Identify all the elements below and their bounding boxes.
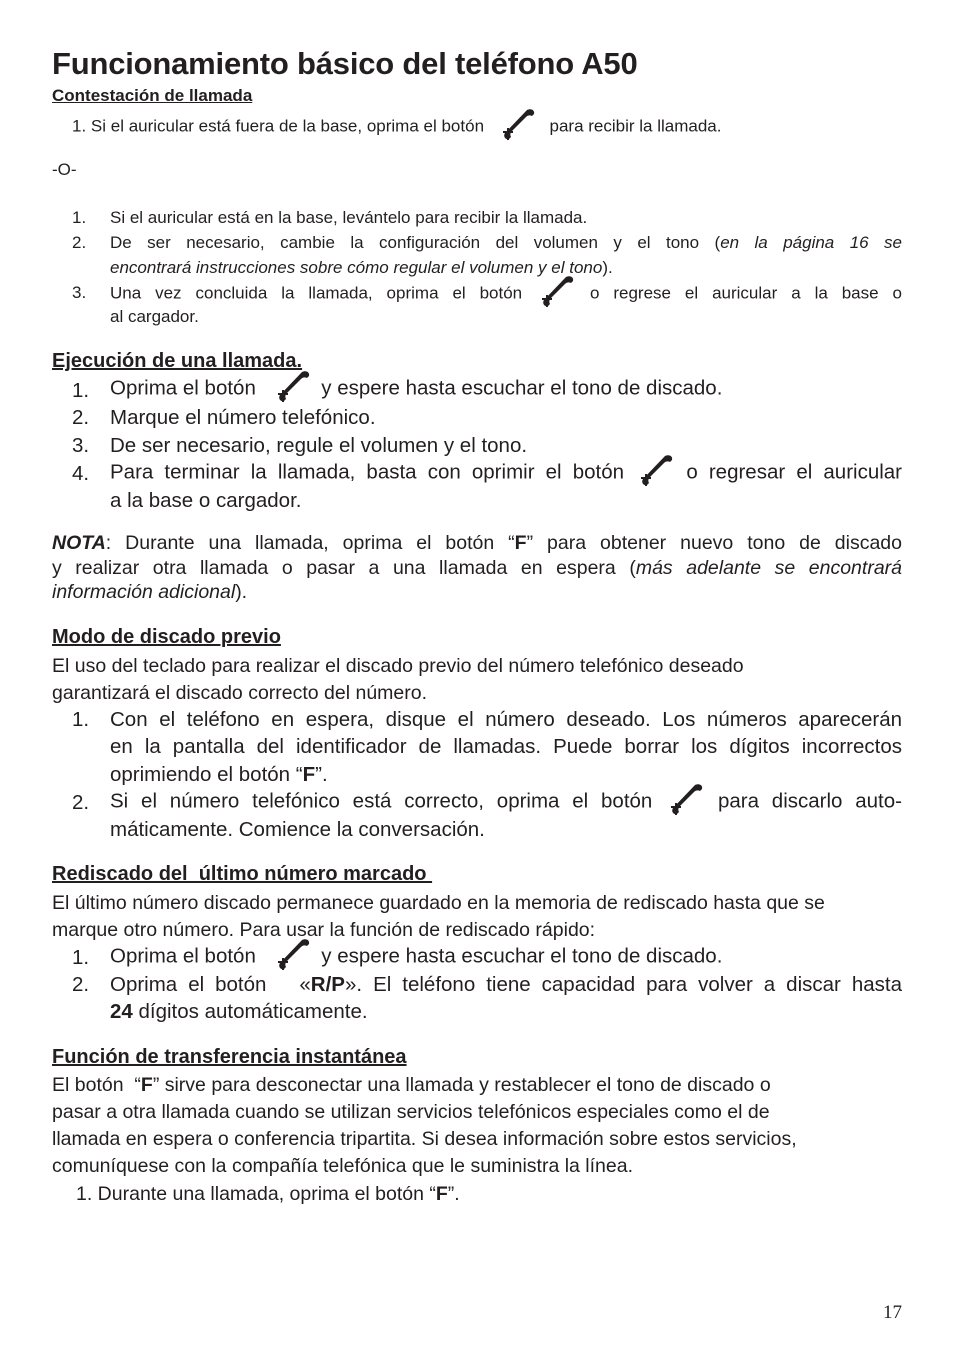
list-item: Marque el número telefónico. [110,406,376,429]
list-item [110,456,902,490]
list-item: De ser necesario, regule el volumen y el tono. [110,434,528,457]
paragraph: llamada en espera o conferencia tripartita. Si desea información sobre estos servicios, [52,1128,797,1150]
list-item-text: ). [602,258,613,277]
paragraph: garantizará el discado correcto del número. [52,682,428,704]
or-separator: -O- [52,160,77,179]
list-item [110,785,902,819]
list-item-text: oprimiendo el botón “ [110,763,303,786]
list-number: 2. [72,973,90,996]
note-label: NOTA [52,532,106,554]
phone-talk-icon [272,368,312,402]
list-item-text: y espere hasta escuchar el tono de discado. [321,376,723,400]
list-number: 3. [72,434,90,457]
list-number: 2. [72,406,90,429]
answer-item-1-text: 1. Si el auricular está fuera de la base, oprima el botón [72,116,485,136]
flash-item-1 [76,1183,460,1206]
note-line-1 [52,532,902,555]
note-text: y realizar otra llamada o pasar a una llamada en espera ( [52,557,636,579]
list-item [110,277,902,311]
list-item-text: o regrese el auricular a la base o [589,283,902,303]
list-item-continued [110,1000,902,1024]
list-item-continued: al cargador. [110,307,199,326]
list-item-text: o regresar el auricular [686,460,903,484]
list-item-text: y espere hasta escuchar el tono de discado. [321,944,723,968]
list-item-continued [110,258,902,278]
section-heading-predial: Modo de discado previo [52,626,281,648]
list-number: 1. [72,379,90,402]
key-rp: R/P [310,973,345,996]
list-item [110,372,902,406]
phone-talk-icon [665,781,705,815]
key-f: F [302,763,316,786]
key-f: F [140,1074,153,1096]
list-item-text: Para terminar la llamada, basta con oprimir el botón [110,460,625,484]
note-text: ” para obtener nuevo tono de discado [526,532,903,554]
paragraph-text: ” sirve para desconectar una llamada y restablecer el tono de discado o [152,1074,771,1096]
phone-talk-icon [536,273,576,307]
list-number: 2. [72,233,87,252]
note-line-3 [52,581,247,604]
note-text: : Durante una llamada, oprima el botón “ [105,532,515,554]
page-number: 17 [883,1302,902,1323]
answer-item-1-text-end: para recibir la llamada. [549,116,722,136]
note-line-2 [52,557,902,580]
list-item-text: Una vez concluida la llamada, oprima el botón [110,283,523,303]
list-item [110,940,902,974]
list-item-text: ”. [447,1183,460,1205]
list-item-italic: encontrará instrucciones sobre cómo regular el volumen y el tono [110,258,603,277]
note-italic: información adicional [52,581,236,603]
list-item-text: De ser necesario, cambie la configuración del volumen y el tono ( [110,233,721,252]
list-item-text: ”. [315,763,328,786]
phone-talk-icon [635,452,675,486]
list-item [110,233,902,253]
list-item: Si el auricular está en la base, levántelo para recibir la llamada. [110,208,588,227]
list-item-text: 1. Durante una llamada, oprima el botón “ [76,1183,436,1205]
paragraph: comuníquese con la compañía telefónica que le suministra la línea. [52,1155,634,1177]
paragraph-text: El botón “ [52,1074,141,1096]
paragraph: pasar a otra llamada cuando se utilizan servicios telefónicos especiales como el de [52,1101,770,1123]
list-item-text: dígitos automáticamente. [132,1000,368,1023]
section-heading-dial: Ejecución de una llamada. [52,350,303,372]
section-heading-redial: Rediscado del último número marcado [52,863,433,885]
list-number: 1. [72,208,87,227]
list-number: 1. [72,708,90,731]
phone-talk-icon [272,936,312,970]
note-text: ). [235,581,248,603]
list-item-text: para discarlo auto- [717,789,902,813]
list-item-text: Oprima el botón [110,376,256,400]
list-number: 4. [72,462,90,485]
paragraph: El uso del teclado para realizar el discado previo del número telefónico deseado [52,655,744,677]
list-item-continued [110,763,902,787]
key-f: F [514,532,527,554]
list-item-text: Oprima el botón [110,944,256,968]
section-heading-answer: Contestación de llamada [52,86,253,105]
list-item-continued: máticamente. Comience la conversación. [110,818,485,841]
list-item-text: Oprima el botón « [110,973,311,996]
section-heading-flash: Función de transferencia instantánea [52,1046,407,1068]
list-number: 1. [72,946,90,969]
digit-count: 24 [110,1000,133,1023]
list-item-text: Si el número telefónico está correcto, oprima el botón [110,789,653,813]
paragraph [52,1074,771,1097]
list-number: 2. [72,791,90,814]
list-item-italic: en la página 16 se [720,233,902,252]
answer-item-1 [72,110,721,144]
list-item-continued: en la pantalla del identificador de llamadas. Puede borrar los dígitos incorrectos [110,735,902,758]
list-item [110,973,902,997]
list-item-continued: a la base o cargador. [110,489,302,512]
list-item-text: ». El teléfono tiene capacidad para volver a discar hasta [344,973,902,996]
note-italic: más adelante se encontrará [635,557,903,579]
list-item: Con el teléfono en espera, disque el número deseado. Los números aparecerán [110,708,902,731]
list-number: 3. [72,283,87,302]
page-title: Funcionamiento básico del teléfono A50 [52,46,638,81]
paragraph: El último número discado permanece guardado en la memoria de rediscado hasta que se [52,892,825,914]
paragraph: marque otro número. Para usar la función de rediscado rápido: [52,919,596,941]
phone-talk-icon [497,106,537,140]
key-f: F [435,1183,448,1205]
